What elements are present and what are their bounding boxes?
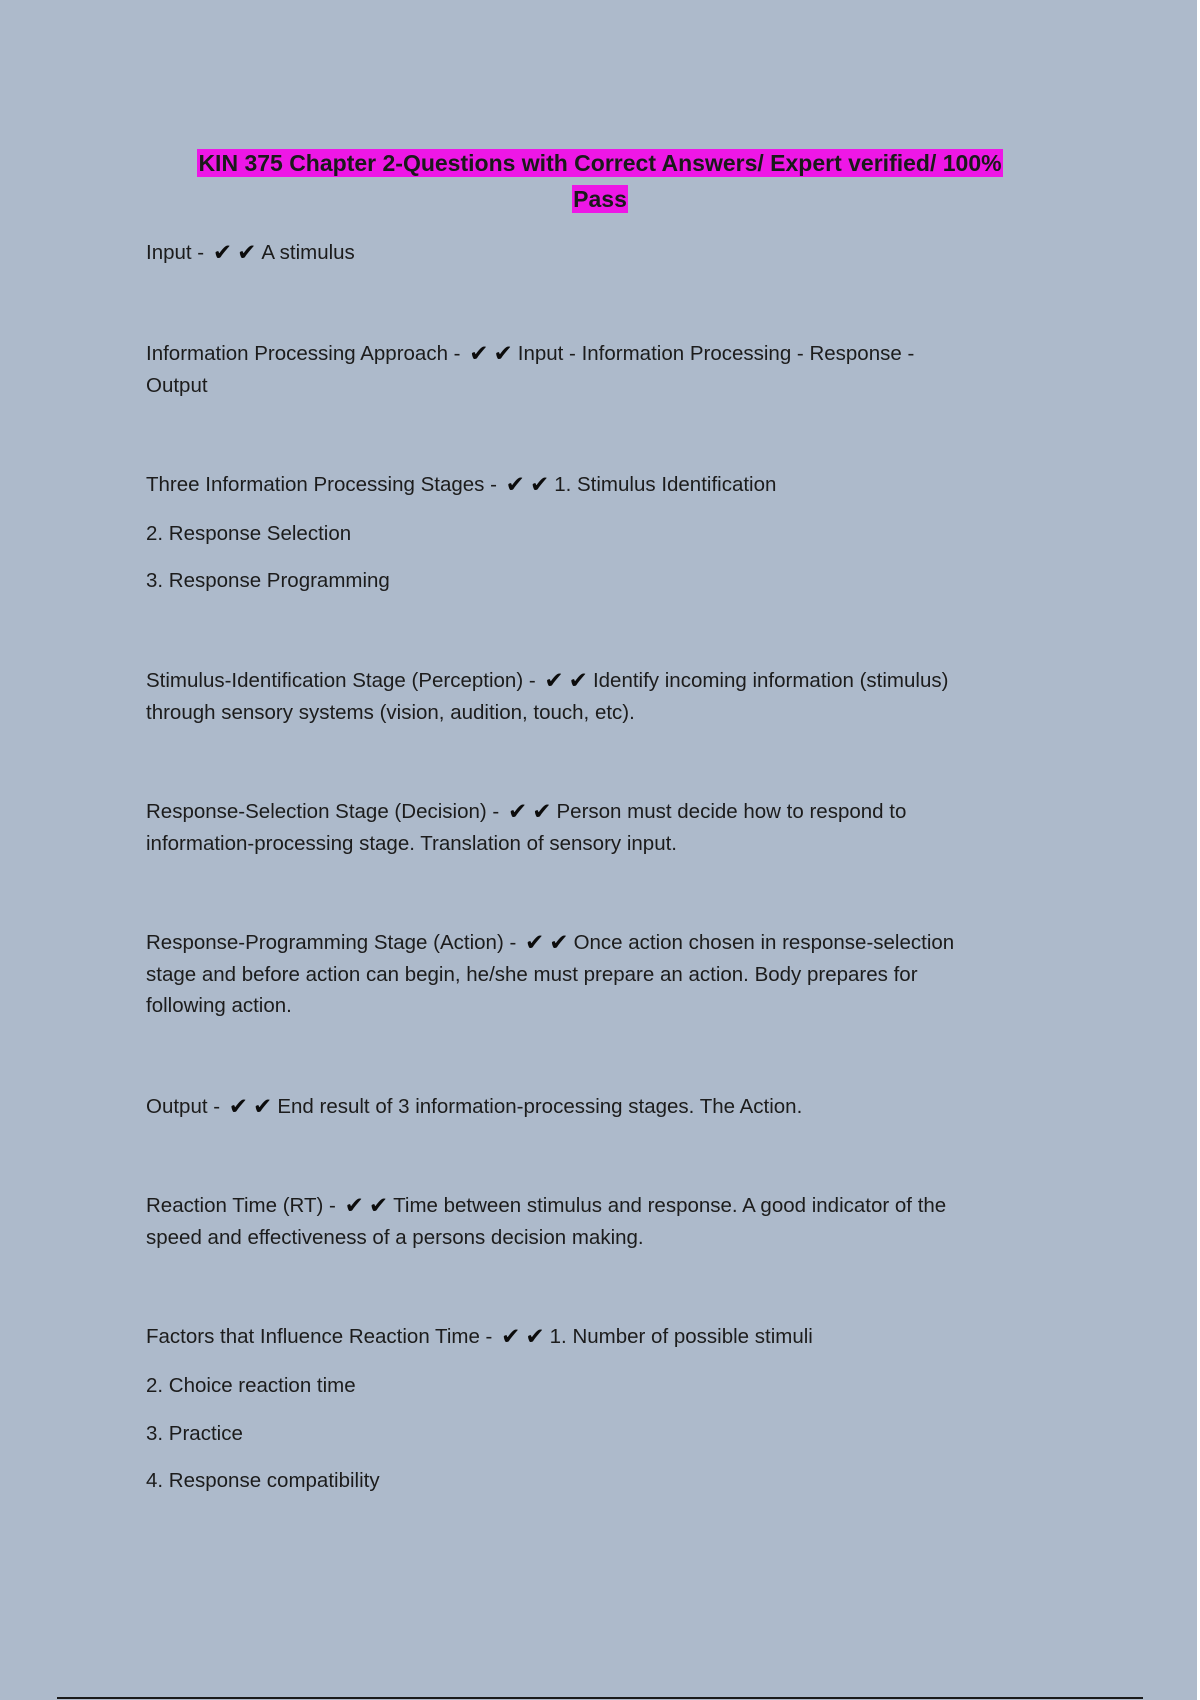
answer-line: following action. <box>146 994 292 1017</box>
term: Three Information Processing Stages - <box>146 473 497 496</box>
answer-line: 1. Stimulus Identification <box>554 473 777 496</box>
check-icon: ✔ <box>368 1193 389 1219</box>
answer-line: End result of 3 information-processing stages. The Action. <box>277 1095 803 1118</box>
check-icon: ✔ <box>212 240 233 266</box>
title-line-1: KIN 375 Chapter 2-Questions with Correct Answers/ Expert verified/ 100% <box>198 150 1002 176</box>
term: Output - <box>146 1095 221 1118</box>
check-icon: ✔ <box>549 930 569 956</box>
list-item <box>146 927 1046 1021</box>
answer-line: Once action chosen in response-selection <box>573 931 955 954</box>
answer-line: speed and effectiveness of a persons decision making. <box>146 1226 644 1249</box>
check-icon: ✔ <box>253 1094 273 1120</box>
answer-line: Output <box>146 374 208 397</box>
term: Factors that Influence Reaction Time - <box>146 1325 493 1348</box>
footer-divider <box>57 1697 1143 1699</box>
list-continuation: 2. Choice reaction time <box>146 1374 356 1397</box>
check-icon: ✔ <box>529 472 550 498</box>
list-item <box>146 237 1046 269</box>
term: Response-Selection Stage (Decision) - <box>146 800 500 823</box>
double-check-icon <box>506 473 555 496</box>
list-continuation: 3. Practice <box>146 1422 243 1445</box>
term: Input - <box>146 241 205 264</box>
list-continuation: 3. Response Programming <box>146 569 390 592</box>
term: Stimulus-Identification Stage (Perception) - <box>146 669 536 692</box>
list-item <box>146 469 1046 501</box>
check-icon: ✔ <box>237 240 257 266</box>
term: Response-Programming Stage (Action) - <box>146 931 517 954</box>
check-icon: ✔ <box>568 668 588 694</box>
term: Reaction Time (RT) - <box>146 1194 336 1217</box>
double-check-icon <box>213 241 262 264</box>
term: Information Processing Approach - <box>146 342 461 365</box>
answer-line: through sensory systems (vision, audition, touch, etc). <box>146 701 635 724</box>
answer-line: Input - Information Processing - Response - <box>517 342 915 365</box>
double-check-icon <box>525 931 574 954</box>
double-check-icon <box>501 1325 550 1348</box>
answer-line: Identify incoming information (stimulus) <box>592 669 949 692</box>
check-icon: ✔ <box>228 1094 249 1120</box>
check-icon: ✔ <box>501 1324 521 1350</box>
check-icon: ✔ <box>532 799 552 825</box>
check-icon: ✔ <box>505 472 525 498</box>
double-check-icon <box>469 342 518 365</box>
list-item <box>146 1091 1046 1123</box>
list-item <box>146 1321 1046 1353</box>
list-continuation: 2. Response Selection <box>146 522 352 545</box>
document-title <box>130 145 1070 217</box>
list-item <box>146 665 1046 728</box>
check-icon: ✔ <box>525 930 545 956</box>
list-item <box>146 796 1046 859</box>
double-check-icon <box>508 800 557 823</box>
check-icon: ✔ <box>493 341 513 367</box>
answer-line: 1. Number of possible stimuli <box>549 1325 813 1348</box>
check-icon: ✔ <box>344 1193 364 1219</box>
check-icon: ✔ <box>525 1324 545 1350</box>
double-check-icon <box>229 1095 278 1118</box>
answer-line: Person must decide how to respond to <box>556 800 907 823</box>
answer-line: stage and before action can begin, he/she must prepare an action. Body prepares for <box>146 963 918 986</box>
check-icon: ✔ <box>507 799 528 825</box>
double-check-icon <box>345 1194 394 1217</box>
list-item <box>146 1190 1046 1253</box>
check-icon: ✔ <box>544 668 564 694</box>
check-icon: ✔ <box>469 341 489 367</box>
title-line-2: Pass <box>573 186 627 212</box>
answer-line: information-processing stage. Translation of sensory input. <box>146 832 677 855</box>
list-continuation: 4. Response compatibility <box>146 1469 380 1492</box>
answer-line: A stimulus <box>261 241 355 264</box>
list-item <box>146 338 1046 401</box>
answer-line: Time between stimulus and response. A good indicator of the <box>393 1194 947 1217</box>
double-check-icon <box>544 669 593 692</box>
